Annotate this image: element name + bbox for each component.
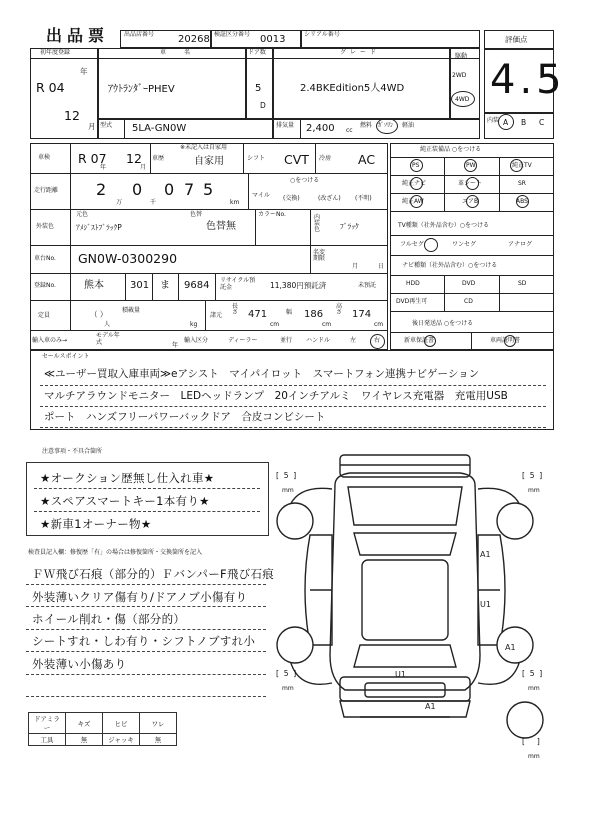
drive-2wd: 2WD [452, 72, 467, 79]
navi-sd: SD [518, 280, 527, 287]
tread-bracket-fr: [ 5 ] [522, 471, 543, 480]
tread-bracket-fl: [ 5 ] [276, 471, 297, 480]
car-name: ｱｳﾄﾗﾝﾀﾞｰPHEV [108, 84, 175, 95]
equip-circle [410, 195, 423, 208]
sales-line: ≪ユーザー買取入庫車両≫eアシスト マイパイロット スマートフォン連携ナビゲーション [44, 368, 480, 380]
doors: 5 [255, 83, 262, 94]
equipment-title: 純正装備品 ○をつける [420, 146, 482, 153]
shaken-month-unit: 月 [140, 164, 147, 171]
corner-no: 0013 [260, 34, 286, 45]
tread-mm: mm [528, 753, 540, 760]
note-line: ★スペアスマートキー1本有り★ [40, 494, 210, 508]
sheet-title: 出品票 [46, 26, 110, 45]
tv-title: TV種類（社外品含む）○をつける [398, 222, 490, 229]
width: 186 [304, 309, 324, 320]
tread-bracket-rr: [ 5 ] [522, 669, 543, 678]
height-cm-unit: cm [374, 321, 384, 328]
first-reg-month: 12 [64, 108, 80, 123]
tread-value: 5 [529, 471, 535, 480]
import-dealer: ディーラー [228, 337, 258, 344]
sen-unit: 千 [150, 199, 157, 206]
tools-cell: 無 [66, 734, 103, 746]
inspection-grid [30, 143, 388, 350]
tread-value: 5 [283, 669, 289, 678]
fuel-circle [376, 118, 398, 134]
equip-circle [410, 177, 423, 190]
exhibitor-no: 20268 [178, 34, 210, 45]
tools-header: ヒビ [103, 713, 140, 734]
modified-label: (改ざん) [318, 195, 341, 202]
damage-mark: A1 [480, 550, 491, 559]
name-change-label: 名変期限 [313, 249, 326, 262]
shaken-month: 12 [126, 151, 142, 166]
navi-dvd-play: DVD再生可 [396, 298, 428, 305]
interior-grade-b: B [521, 118, 527, 127]
fuel-label: 燃料 [360, 122, 373, 129]
notes-label: 注意事項・不具合箇所 [42, 448, 103, 455]
equip-aw: 純正AW [402, 198, 424, 205]
damage-mark: U1 [480, 600, 491, 609]
chassis: GN0W-0300290 [78, 251, 178, 266]
interior-color-label: 内装色 [314, 214, 321, 233]
rating-value: 4.5 [490, 57, 566, 103]
import-parallel: 並行 [280, 337, 293, 344]
unknown-label: (不明) [355, 195, 372, 202]
front-left-wheel [277, 503, 313, 539]
exhibitor-no-label: 出品店番号 [124, 31, 155, 38]
navi-hdd: HDD [406, 280, 420, 287]
tread-mm: mm [282, 487, 294, 494]
plate-kana: ま [160, 280, 170, 291]
recycle-status: 未預託 [358, 282, 377, 289]
corner-no-label: 検証区分番号 [214, 31, 251, 38]
door-type: D [260, 101, 266, 110]
serial-label: シリアル番号 [304, 31, 340, 38]
chassis-label: 車台No. [34, 255, 56, 262]
displacement-label: 排気量 [276, 122, 295, 129]
color: 色替無 [206, 221, 236, 232]
mileage-digit: 7 [184, 180, 195, 199]
tools-header: キズ [66, 713, 103, 734]
handle-left: 左 [350, 337, 357, 344]
height: 174 [352, 309, 372, 320]
handle-right: 右 [374, 337, 381, 344]
first-reg-label: 初年度登録 [40, 49, 71, 56]
person-unit: 人 [104, 321, 111, 328]
note-line: ★オークション歴無し仕入れ車★ [40, 471, 215, 485]
navi-cd: CD [464, 298, 473, 305]
tools-cell: 無 [140, 734, 177, 746]
tv-fullseg-circle [424, 238, 438, 252]
tread-value: 5 [529, 669, 535, 678]
note-line: ★新車1オーナー物★ [40, 517, 152, 531]
capacity-label: 定員 [38, 312, 51, 319]
ac: AC [358, 152, 376, 167]
shaken-label: 車検 [38, 154, 51, 161]
front-right-wheel [497, 503, 533, 539]
equip-circle [466, 195, 479, 208]
equip-abs: ABS [516, 198, 528, 205]
sales-line: ポート ハンズフリーパワーバックドア 合皮コンビシート [44, 411, 326, 423]
tread-bracket-rl: [ 5 ] [276, 669, 297, 678]
original-color: ｱﾒｼﾞｽﾄﾌﾞﾗｯｸP [76, 223, 122, 232]
sales-label: セールスポイント [42, 353, 90, 360]
drive-4wd: 4WD [455, 96, 470, 103]
height-label: 高さ [336, 303, 343, 316]
kg-unit: kg [190, 321, 198, 328]
repair-line: シートすれ・しわ有り・シフトノブすれ小 [32, 634, 256, 648]
equip-leather: 革シート [458, 180, 483, 187]
repair-line: ＦＷ飛び石痕（部分的）ＦバンパーF飛び石痕 [32, 567, 275, 581]
diesel-label: 軽油 [402, 122, 415, 129]
model: 5LA-GN0W [132, 123, 187, 134]
plate-class: 301 [130, 280, 150, 291]
doc-manual: 車両説明書 [490, 337, 521, 344]
tv-oneseg: ワンセグ [452, 241, 477, 248]
grade: 2.4BKEdition5人4WD [300, 83, 405, 94]
tread-mm: mm [528, 685, 540, 692]
plate-number: 9684 [184, 280, 210, 291]
shift-label: シフト [247, 155, 266, 162]
damage-mark: U1 [395, 670, 406, 679]
recycle-label: リサイクル預託金 [220, 277, 256, 291]
name-change-month: 月 [352, 263, 359, 270]
tv-analog: アナログ [508, 241, 533, 248]
model-label: 型式 [100, 122, 113, 129]
exterior-label: 外装色 [36, 223, 55, 230]
navi-title: ナビ種類（社外品含む）○をつける [402, 262, 498, 269]
rear-left-wheel [277, 627, 313, 663]
color-label: 色替 [190, 211, 203, 218]
name-change-day: 日 [378, 263, 385, 270]
year-unit: 年 [80, 67, 88, 76]
plate-area: 熊本 [84, 280, 104, 291]
color-no-label: カラーNo. [258, 211, 286, 218]
interior-grade-circle [498, 114, 514, 130]
repair-line: ホイール削れ・傷（部分的） [32, 612, 186, 626]
handle-label: ハンドル [306, 337, 331, 344]
rating-label: 評価点 [505, 35, 528, 44]
damage-mark: A1 [425, 702, 436, 711]
sales-line: マルチアラウンドモニター LEDヘッドランプ 20インチアルミ ワイヤレス充電器 充電用USB [44, 390, 508, 402]
drive-4wd-circle [451, 91, 475, 107]
notes-bracket-right [262, 462, 269, 536]
equip-tv: 純正TV [512, 162, 532, 169]
interior-grade-a: A [503, 118, 509, 127]
doc-manual-circle [504, 335, 516, 347]
first-reg-era: R 04 [36, 80, 65, 95]
model-year-label: モデル年式 [96, 332, 120, 346]
car-damage-diagram [270, 445, 560, 775]
mile-label: マイル [252, 192, 270, 199]
load-label: 積載量 [122, 307, 141, 314]
grade-label: グレード [340, 49, 381, 56]
tv-fullseg: フルセグ [400, 241, 424, 248]
mileage-label: 走行距離 [34, 187, 59, 194]
equip-ps: PS [412, 162, 420, 169]
shaken: R 07 [78, 151, 107, 166]
mileage-digit: 5 [203, 180, 214, 199]
fuel: ｶﾞｿﾘﾝ [378, 122, 394, 129]
capacity: （ ） [90, 310, 108, 319]
usage: 自家用 [194, 156, 224, 167]
import-label: 輸入車のみ→ [32, 337, 68, 344]
tread-mm: mm [528, 487, 540, 494]
shaken-year-unit: 年 [100, 164, 107, 171]
drive-label: 駆動 [455, 53, 468, 60]
interior-grade-c: C [539, 118, 545, 127]
mileage-digit: 0 [164, 180, 175, 199]
equip-circle [464, 159, 477, 172]
km-unit: km [230, 199, 240, 206]
tread-mm: mm [282, 685, 294, 692]
tools-header: ワレ [140, 713, 177, 734]
exchange-label: (交換) [283, 195, 300, 202]
equip-pw: PW [466, 162, 476, 169]
usage-note: ※未記入は自家用 [180, 144, 228, 151]
equip-sr: SR [518, 180, 526, 187]
equip-circle [510, 159, 523, 172]
handle-right-circle [370, 334, 385, 349]
usage-label: 車歴 [152, 155, 165, 162]
plate-label: 登録No. [34, 282, 56, 289]
equip-airbag: エアB [462, 198, 479, 205]
width-label: 幅 [286, 309, 293, 316]
tread-value: 5 [283, 471, 289, 480]
month-unit: 月 [88, 122, 96, 131]
name-label: 車名 [160, 49, 209, 56]
equip-circle [466, 177, 479, 190]
equip-navi: 純正ナビ [402, 180, 427, 187]
mileage-digit: 2 [96, 180, 107, 199]
model-year-unit: 年 [172, 342, 179, 349]
mark-note: ○をつける [290, 177, 320, 184]
damage-mark: A1 [505, 643, 516, 652]
recycle: 11,380円預託済 [270, 281, 327, 290]
ac-label: 冷房 [319, 155, 332, 162]
repair-line: 外装薄い小傷あり [32, 657, 127, 671]
tools-cell: ジャッキ [103, 734, 140, 746]
spare-wheel [507, 702, 543, 738]
equip-circle [410, 159, 423, 172]
equip-circle [516, 195, 529, 208]
doors-label: ドア数 [248, 49, 266, 56]
repair-line: 外装薄いクリア傷有り/ドアノブ小傷有り [32, 590, 248, 604]
original-color-label: 元色 [76, 211, 89, 218]
interior-grade-label: 内装 [487, 117, 500, 124]
interior-color: ﾌﾞﾗｯｸ [340, 222, 359, 231]
width-cm-unit: cm [322, 321, 332, 328]
tools-table [28, 712, 177, 746]
repair-label: 検査員記入欄：修復歴「有」の場合は修復箇所・交換箇所を記入 [28, 549, 203, 556]
doc-title: 後日発送品 ○をつける [412, 320, 474, 327]
import-type-label: 輸入区分 [184, 337, 209, 344]
dims-label: 諸元 [210, 312, 223, 319]
length-label: 長さ [232, 303, 239, 316]
tread-bracket-spare: [ ] [522, 737, 540, 746]
shift: CVT [284, 152, 309, 167]
tools-cell: 工具 [29, 734, 66, 746]
mileage-digit: 0 [132, 180, 143, 199]
navi-dvd: DVD [462, 280, 476, 287]
man-unit: 万 [116, 199, 123, 206]
cc-unit: cc [346, 127, 353, 134]
length-cm-unit: cm [270, 321, 280, 328]
displacement: 2,400 [306, 123, 335, 134]
length: 471 [248, 309, 268, 320]
doc-warranty: 新車保証書 [404, 337, 435, 344]
tools-header: ドアミラー [29, 713, 66, 734]
doc-warranty-circle [424, 335, 436, 347]
